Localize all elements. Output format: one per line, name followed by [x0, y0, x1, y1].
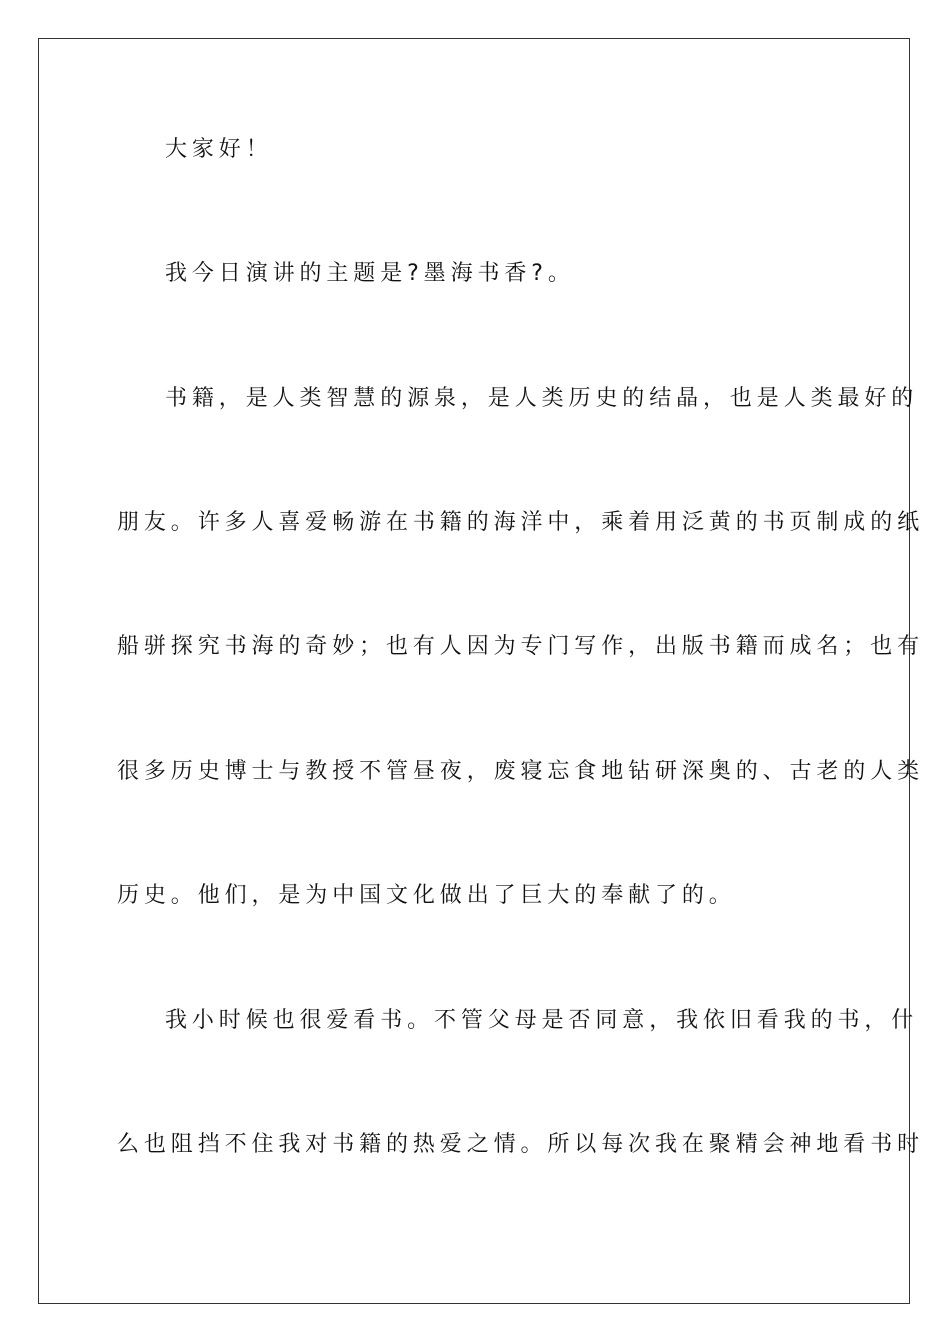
paragraph-line: 历史。他们，是为中国文化做出了巨大的奉献了的。 [117, 883, 736, 908]
paragraph-line: 我小时候也很爱看书。不管父母是否同意，我依旧看我的书，什 [165, 1008, 919, 1033]
paragraph-line: 船骈探究书海的奇妙；也有人因为专门写作，出版书籍而成名；也有 [117, 634, 925, 659]
page-frame [38, 38, 925, 1304]
paragraph-line: 朋友。许多人喜爱畅游在书籍的海洋中，乘着用泛黄的书页制成的纸 [117, 510, 925, 535]
paragraph-line: 很多历史博士与教授不管昼夜，废寝忘食地钻研深奥的、古老的人类 [117, 759, 925, 784]
greeting-line: 大家好！ [165, 137, 273, 162]
topic-line: 我今日演讲的主题是?墨海书香?。 [165, 261, 575, 286]
paragraph-line: 么也阻挡不住我对书籍的热爱之情。所以每次我在聚精会神地看书时 [117, 1132, 925, 1157]
paragraph-line: 书籍，是人类智慧的源泉，是人类历史的结晶，也是人类最好的 [165, 386, 919, 411]
